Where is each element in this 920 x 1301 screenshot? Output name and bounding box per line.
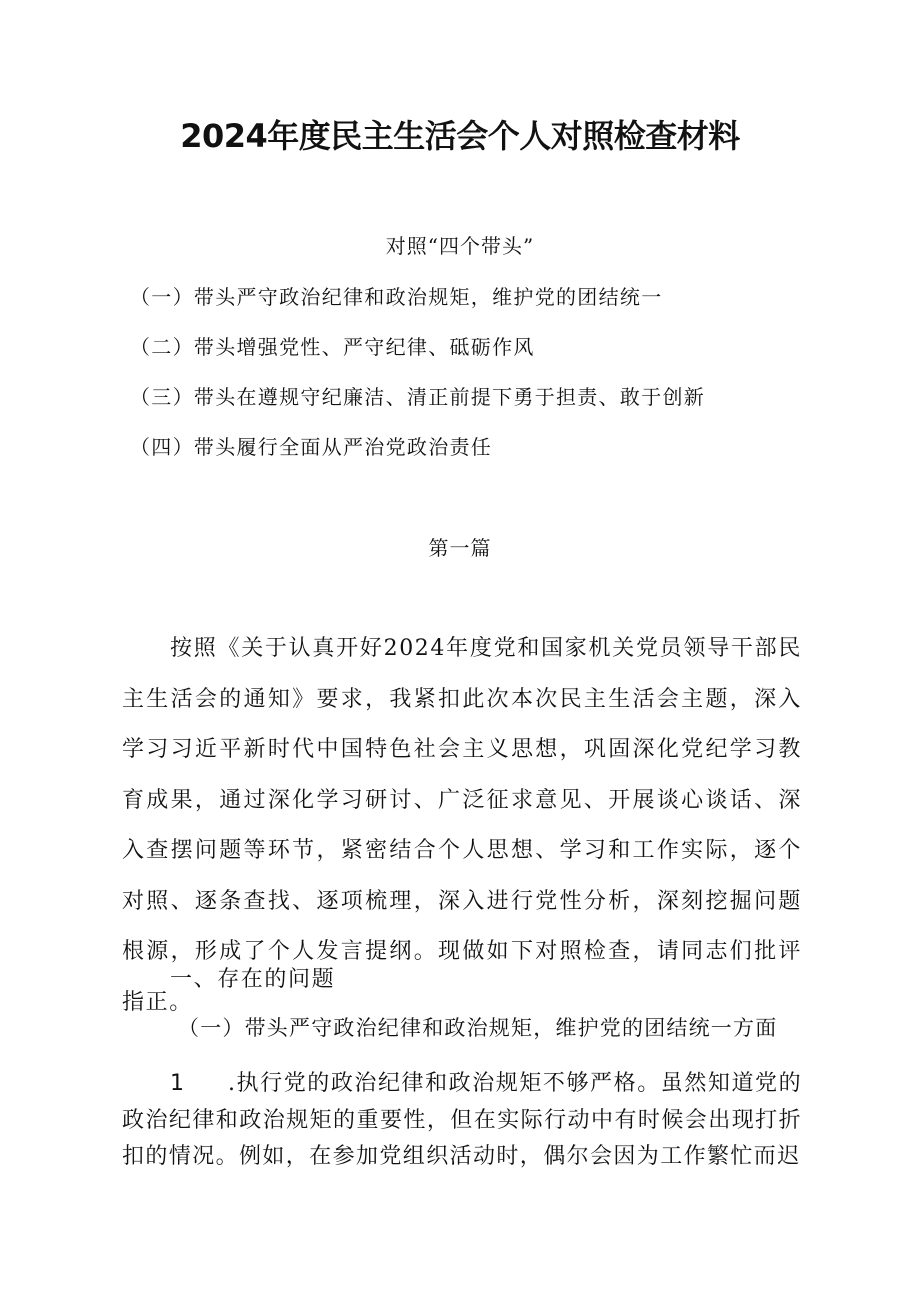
- point-text: .执行党的政治纪律和政治规矩不够严格。虽然知道党的政治纪律和政治规矩的重要性，但在实际行动中有时候会出现打折扣的情况。例如，在参加党组织活动时，偶尔会因为工作繁忙而迟: [122, 1071, 802, 1169]
- list-item-2: （二）带头增强党性、严守纪律、砥砺作风: [130, 335, 535, 359]
- list-item-1: （一）带头严守政治纪律和政治规矩，维护党的团结统一: [130, 285, 663, 309]
- list-item-3: （三）带头在遵规守纪廉洁、清正前提下勇于担责、敢于创新: [130, 385, 706, 409]
- point-number: 1: [170, 1071, 186, 1096]
- document-subtitle: 对照“四个带头”: [385, 234, 535, 258]
- subsection-heading: （一）带头严守政治纪律和政治规矩，维护党的团结统一方面: [178, 1016, 778, 1040]
- chapter-heading: 第一篇: [428, 536, 492, 560]
- list-item-4: （四）带头履行全面从严治党政治责任: [130, 435, 493, 459]
- document-title: 2024年度民主生活会个人对照检查材料: [180, 117, 740, 155]
- section-heading: 一、存在的问题: [170, 967, 336, 992]
- intro-paragraph: 按照《关于认真开好2024年度党和国家机关党员领导干部民主生活会的通知》要求，我紧扣此次本次民主生活会主题，深入学习习近平新时代中国特色社会主义思想，巩固深化党纪学习教育成果，通过深化学习研讨、广泛征求意见、开展谈心谈话、深入查摆问题等环节，紧密结合个人思想、学习和工作实际，逐个对照、逐条查找、逐项梳理，深入进行党性分析，深刻挖掘问题根源，形成了个人发言提纲。现做如下对照检查，请同志们批评指正。: [122, 636, 802, 1015]
- point-paragraph: [122, 1066, 802, 1176]
